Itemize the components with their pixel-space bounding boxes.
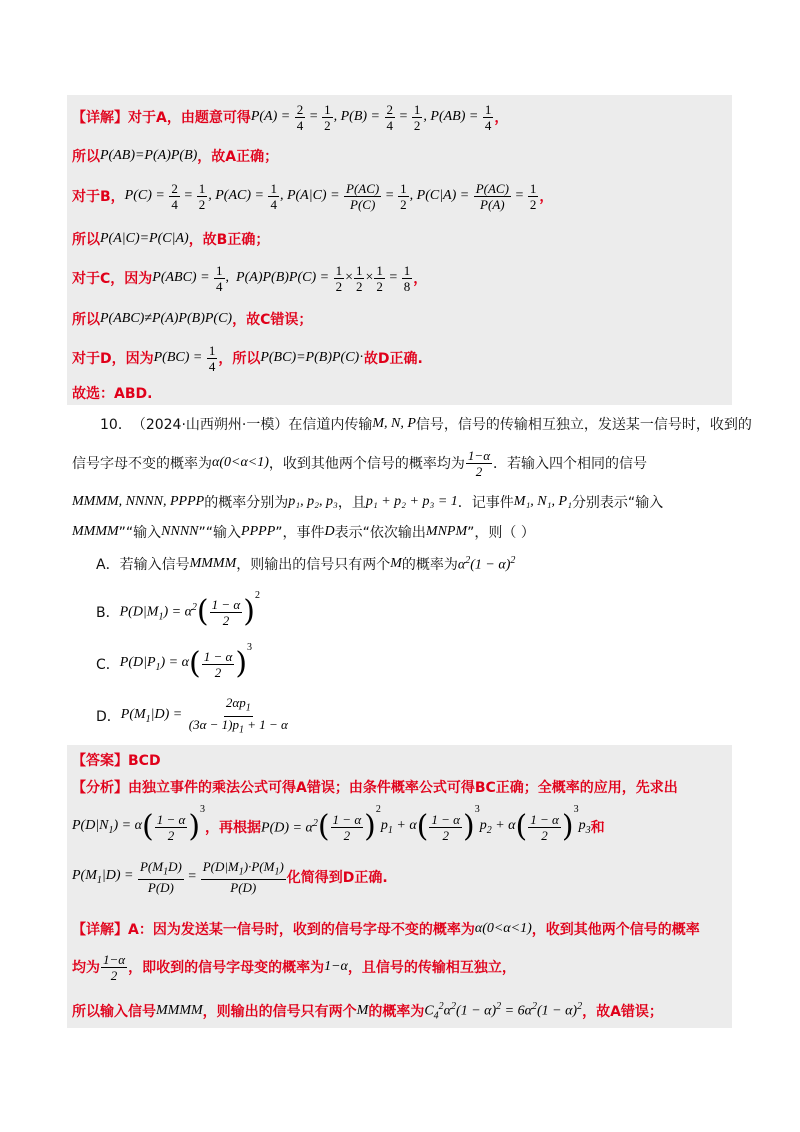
formula: P(ABC)≠P(A)P(B)P(C) [100, 311, 233, 326]
detail-a-line-2: 均为 $\frac{1-\alpha}{2}$ ，即收到的信号字母变的概率为 1−α ，且信号的传输相互独立， [72, 951, 516, 983]
detail-line-4: 所以 P(A|C)=P(C|A) ，故B正确； [72, 231, 270, 248]
formula: P(A) = [250, 109, 294, 124]
fraction: $\frac{1}{2}$ [324, 101, 331, 133]
detail-label: 【详解】 [72, 110, 128, 126]
analysis-label: 【分析】 [72, 780, 128, 796]
detail-line-5: 对于C，因为 P(ABC) = $\frac{1}{4}$ , P(A)P(B)P(C) = $\frac{1}{2}$ × $\frac{1}{2}$ × $\frac{1}{2}$ = $\frac{1}{8}$ ， [72, 262, 428, 294]
detail-line-7: 对于D，因为 P(BC) = $\frac{1}{4}$ ，所以 P(BC)=P(B)P(C) · 故D正确. [72, 342, 423, 374]
formula: P(A|C)=P(C|A) [100, 231, 189, 246]
detail-line-8: 故选：ABD. [72, 386, 153, 402]
question-line-2: 信号字母不变的概率为 α(0<α<1) ，收到其他两个信号的概率均为 $\frac{1-\alpha}{2}$ ．若输入四个相同的信号 [72, 447, 648, 479]
detail-line-6: 所以 P(ABC)≠P(A)P(B)P(C) ，故C错误； [72, 311, 313, 328]
detail-text: 对于A，由题意可得 [128, 110, 251, 126]
option-c: C． $P(D|P_1) = \alpha$ ( $\frac{1 - \alpha}{2}$ ) 3 [96, 642, 253, 681]
fraction: $\frac{2}{4}$ [386, 101, 393, 133]
question-line-1: 10． （2024·山西朔州·一模） 在信道内传输 M, N, P 信号，信号的传输相互独立，发送某一信号时，收到的 [100, 416, 752, 433]
answer-label: 【答案】BCD [72, 753, 161, 769]
detail-a-line-3: 所以输入信号 MMMM ，则输出的信号只有两个 M 的概率为 $C_4^2\alpha^2(1 - \alpha)^2 = 6\alpha^2(1 - \alpha)^2$ ，故A错误； [72, 1000, 663, 1022]
detail-line-2: 所以 P(AB)=P(A)P(B) ，故A正确； [72, 148, 279, 165]
question-number: 10． [100, 417, 132, 433]
fraction: $\frac{1}{2}$ [413, 101, 421, 133]
detail-label-2: 【详解】 [72, 922, 128, 938]
fraction: $\frac{2}{4}$ [296, 101, 304, 133]
question-line-4: MMMM ”“输入 NNNN ”“输入 PPPP ”，事件 D 表示“依次输出 MNPM ”，则（ ） [72, 524, 535, 541]
answer-line [72, 749, 161, 771]
option-a: A． 若输入信号 MMMM ，则输出的信号只有两个 M 的概率为 $\alpha^2(1 - \alpha)^2$ [96, 554, 516, 573]
question-source: （2024·山西朔州·一模） [131, 417, 289, 433]
detail-a-line-1: 【详解】 A：因为发送某一信号时，收到的信号字母不变的概率为 α(0<α<1) ，收到其他两个信号的概率 [72, 921, 700, 938]
analysis-line-3: $P(M_1|D)$ = $\frac{P(M_1D)}{P(D)}$ = $\frac{P(D|M_1)\cdot P(M_1)}{P(D)}$ 化简得到D正确. [72, 858, 388, 896]
option-b: B． $P(D|M_1) = \alpha^2$ ( $\frac{1 - \alpha}{2}$ ) 2 [96, 590, 260, 629]
fraction: $\frac{1}{4}$ [484, 101, 492, 133]
analysis-line-2: $P(D|N_1) = \alpha$ ( $\frac{1 - \alpha}{2}$ ) 3 ，再根据 $P(D) = \alpha^2$ ( $\frac{1 - \alpha}{2}$ ) 2 $p_1 + \alpha$ ( $\frac{1 - \alpha}{2}$ ) 3 $p_2 + \alpha$ ( $\frac{1 - \alpha}{2}$ ) 3 $p_3$ 和 [72, 804, 605, 844]
analysis-line-1: 【分析】 由独立事件的乘法公式可得A错误；由条件概率公式可得BC正确；全概率的应用，先求出 [72, 775, 678, 799]
detail-line-1: 【详解】 对于A，由题意可得 P(A) = $\frac{2}{4}$ = $\frac{1}{2}$ , P(B) = $\frac{2}{4}$ = $\frac{1}{2}$ , P(AB) = $\frac{1}{4}$ ， [72, 101, 509, 133]
option-d: D． $P(M_1|D)$ = $\frac{2\alpha p_1}{(3\alpha - 1)p_1 + 1 - \alpha}$ [96, 694, 288, 736]
formula: P(AB)=P(A)P(B) [100, 148, 198, 163]
question-line-3: MMMM, NNNN, PPPP 的概率分别为 p₁, p₂, p₃ ，且 p₁ + p₂ + p₃ = 1 ．记事件 M₁, N₁, P₁ 分别表示“输入 [72, 494, 664, 511]
detail-line-3: 对于B， P(C) = $\frac{2}{4}$ = $\frac{1}{2}$ , P(AC) = $\frac{1}{4}$ , P(A|C) = $\frac{P(AC)}{P(C)}$ = $\frac{1}{2}$ , P(C|A) = $\frac{P(AC)}{P(A)}$ = $\frac{1}{2}$ ， [72, 180, 554, 212]
